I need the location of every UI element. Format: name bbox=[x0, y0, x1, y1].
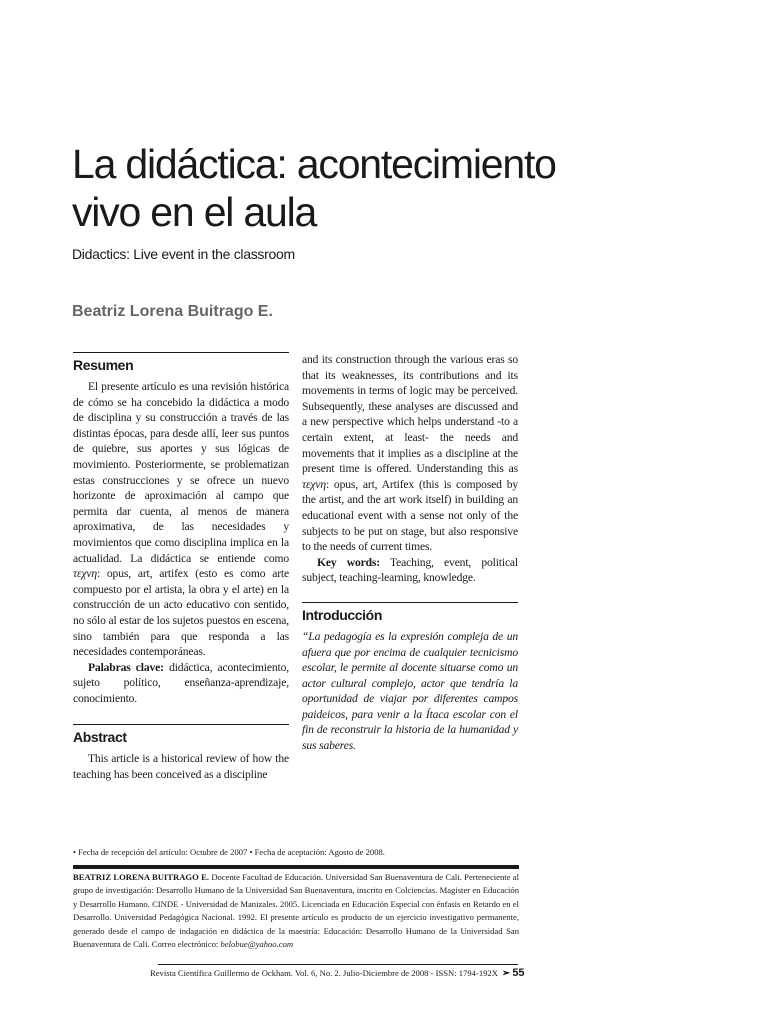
resumen-body bbox=[73, 379, 289, 660]
keywords-en: Teaching, event, political subject, teaching-learning, knowledge. bbox=[302, 555, 519, 585]
resumen-greek-term: τεχνη bbox=[73, 567, 97, 581]
article-subtitle: Didactics: Live event in the classroom bbox=[72, 246, 295, 262]
bio-text: Docente Facultad de Educación. Universidad San Buenaventura de Cali. Perteneciente al grupo de investigación: Desarrollo Humano de la Universidad San Buenaventura, inscrito en Colciencias. Magister en Educación y Desarrollo Humano. CINDE - Universidad de Manizales. 2005. Licenciada en Educación Especial con énfasis en Retardo en el Desarrollo. Universidad Pedagógica Nacional. 1992. El presente artículo es producto de un ejercicio investigativo permanente, generado desde el campo de indagación en didáctica de la maestría: Educación: Desarrollo Humano de la Universidad San Buenaventura de Cali. Correo electrónico: bbox=[73, 872, 519, 950]
abstract-text: and its construction through the various eras so that its weaknesses, its contributions and its movements in terms of logic may be perceived. Subsequently, these analyses are discussed and a new perspective which helps understand -to a certain extent, at least- the needs and movements that it implies as a discipline at the present time is offered. Understanding this as bbox=[302, 353, 518, 476]
resumen-heading: Resumen bbox=[73, 352, 289, 374]
article-author: Beatriz Lorena Buitrago E. bbox=[72, 303, 273, 320]
right-column bbox=[302, 352, 518, 754]
article-dates-note: • Fecha de recepción del artículo: Octubre de 2007 • Fecha de aceptación: Agosto de 2008. bbox=[73, 847, 385, 857]
introduccion-quote: “La pedagogía es la expresión compleja de un afuera que por encima de cualquier tecnicismo escolar, le permite al docente situarse como un actor cultural complejo, actor que tendría la oportunidad de viajar por diferentes campos paideicos, para venir a la Ítaca escolar con el fin de reconstruir la historia de la humanidad y sus saberes. bbox=[302, 629, 518, 753]
left-column bbox=[73, 352, 289, 783]
keywords-es: didáctica, acontecimiento, sujeto político, enseñanza-aprendizaje, conocimiento. bbox=[73, 660, 289, 705]
abstract-body-cont bbox=[302, 352, 518, 555]
resumen-text-cont: : opus, art, artifex (esto es como arte compuesto por el artista, la obra y el arte) en la construcción de un acto educativo con sentido, no sólo al estar de los sujetos puestos en escena, sino también para que responda a las necesidades contemporáneas. bbox=[73, 567, 289, 659]
keywords-label-es: Palabras clave: bbox=[88, 660, 164, 674]
abstract-heading: Abstract bbox=[73, 724, 289, 746]
author-bio bbox=[73, 871, 519, 951]
introduccion-heading: Introducción bbox=[302, 602, 518, 624]
footer-divider bbox=[158, 964, 518, 965]
bio-name: BEATRIZ LORENA BUITRAGO E. bbox=[73, 872, 209, 882]
journal-citation: Revista Científica Guillermo de Ockham. Vol. 6, No. 2. Julio-Diciembre de 2008 - ISSN: 1794-192X bbox=[150, 968, 498, 978]
bio-email: belobue@yahoo.com bbox=[220, 939, 294, 950]
abstract-body-start: This article is a historical review of how the teaching has been conceived as a discipline bbox=[73, 752, 289, 782]
bio-divider bbox=[73, 865, 519, 869]
article-title: La didáctica: acontecimiento vivo en el aula bbox=[72, 141, 556, 235]
keywords-label-en: Key words: bbox=[317, 555, 380, 569]
abstract-text-cont: : opus, art, Artifex (this is composed by the artist, and the art work itself) in building an educational event with a sense not only of the subjects to be put on stage, but also responsive to the needs of current times. bbox=[302, 477, 518, 554]
abstract-greek-term: τεχνη bbox=[302, 477, 326, 491]
page-footer bbox=[150, 967, 525, 979]
resumen-text: El presente artículo es una revisión histórica de cómo se ha concebido la didáctica a modo de disciplina y su construcción a través de las distintas épocas, para desde allí, leer sus puntos de quiebre, sus aportes y sus lógicas de movimiento. Posteriormente, se problematizan estas construcciones y se ofrece un nuevo horizonte de aproximación al campo que permita dar cuenta, al menos de manera aproximativa, de las necesidades y movimientos que como disciplina implica en la actualidad. La didáctica se entiende como bbox=[73, 380, 289, 565]
abstract-keywords bbox=[302, 555, 518, 586]
resumen-keywords bbox=[73, 660, 289, 707]
arrow-icon: ➢ bbox=[501, 968, 511, 979]
page-number: 55 bbox=[512, 967, 525, 979]
